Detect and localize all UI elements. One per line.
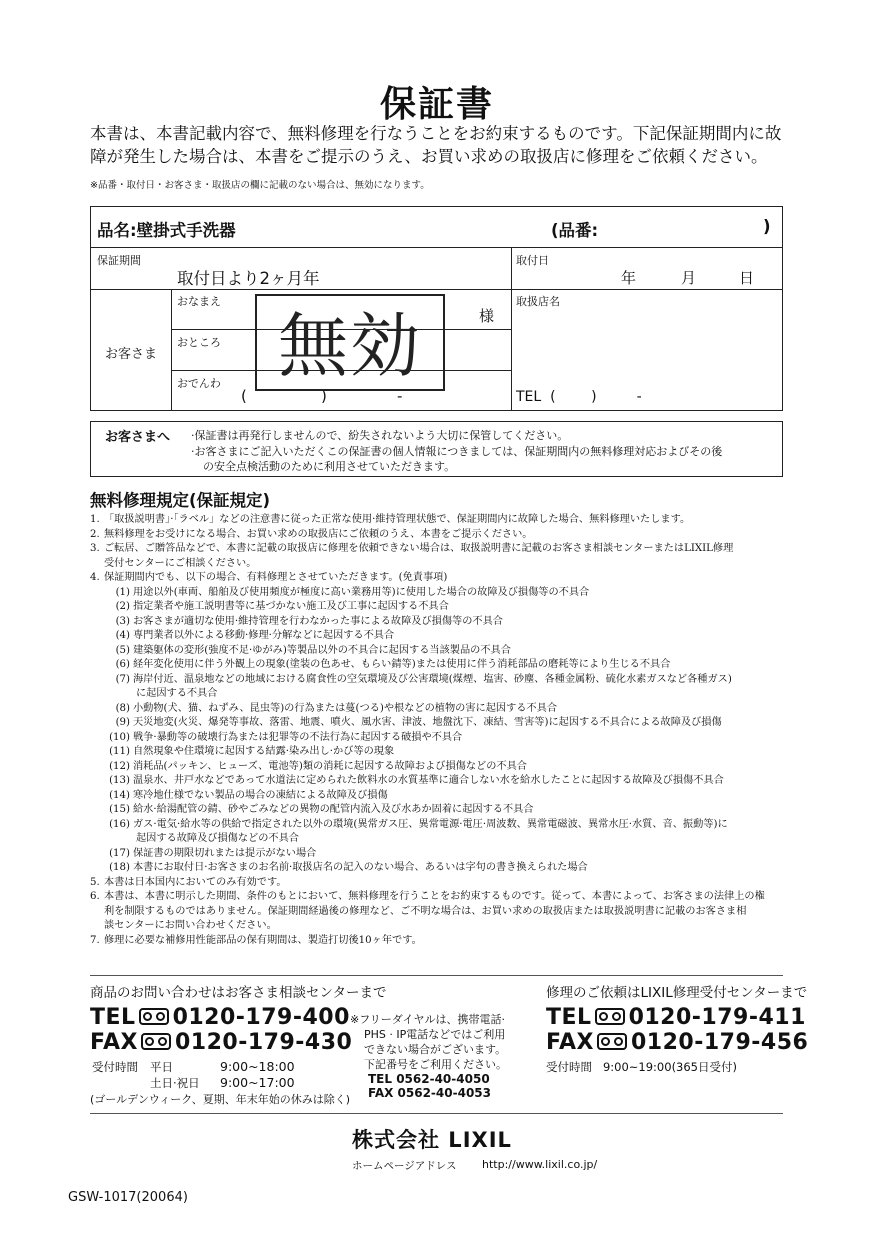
rule-text: 自然現象や住環境に起因する結露·染み出し·かび等の現象	[133, 746, 395, 757]
rule-item	[90, 745, 790, 760]
rule-item	[90, 615, 790, 630]
void-stamp-text: 無効	[278, 305, 422, 387]
rule-item	[90, 542, 790, 557]
address-label: おところ	[177, 336, 221, 349]
homepage-label: ホームページアドレス	[352, 1160, 457, 1172]
weekday-label: 平日	[150, 1060, 173, 1074]
rule-text: 起因する故障及び損傷などの不具合	[136, 833, 299, 844]
rule-number: 7.	[90, 934, 100, 946]
void-stamp	[255, 294, 445, 391]
rule-item	[90, 832, 790, 847]
rule-text: 保証期間内でも、以下の場合、有料修理とさせていただきます。(免責事項)	[104, 572, 448, 583]
rules-title: 無料修理規定(保証規定)	[90, 491, 271, 510]
rule-item	[90, 557, 790, 572]
freedial-phone-icon	[141, 1033, 171, 1050]
name-suffix: 様	[479, 307, 495, 325]
freedial-phone-icon	[139, 1008, 169, 1025]
rule-number: (8)	[115, 702, 130, 714]
install-day: 日	[739, 269, 755, 287]
dealer-tel: TEL ( ) -	[516, 389, 642, 405]
rule-text: 本書は、本書に明示した期間、条件のもとにおいて、無料修理を行うことをお約束するものです。従って、本書によって、お客さまの法律上の権	[104, 891, 765, 902]
customer-tel-number: 0120-179-400	[172, 1005, 350, 1030]
rule-text: 指定業者や施工説明書等に基づかない施工及び工事に起因する不具合	[133, 601, 449, 612]
tel-label: TEL	[90, 1005, 136, 1030]
rule-text: 談センターにお問い合わせください。	[104, 920, 277, 931]
customer-notice	[90, 421, 783, 477]
weekday-hours: 9:00~18:00	[220, 1059, 295, 1074]
customer-label: お客さま	[105, 347, 158, 362]
rule-item	[90, 586, 790, 601]
alt-tel: TEL 0562-40-4050	[368, 1072, 490, 1086]
product-name: 品名:壁掛式手洗器	[97, 221, 236, 240]
rule-item	[90, 687, 790, 702]
hours-label: 受付時間	[92, 1060, 138, 1074]
rule-text: 本書は日本国内においてのみ有効です。	[104, 876, 287, 888]
rule-number: 2.	[90, 528, 100, 540]
fax-label: FAX	[90, 1030, 138, 1055]
rule-text: ガス·電気·給水等の供給で指定された以外の環境(異常ガス圧、異常電源·電圧·周波数、異常電磁波、異常水圧·水質、音、振動等)に	[133, 818, 728, 830]
rule-text: 寒冷地仕様でない製品の場合の凍結による故障及び損傷	[133, 789, 388, 801]
repair-tel-line	[546, 1005, 806, 1030]
rule-text: 消耗品(パッキン、ヒューズ、電池等)類の消耗に起因する故障および損傷などの不具合	[133, 760, 527, 772]
rule-text: 小動物(犬、猫、ねずみ、昆虫等)の行為または蔓(つる)や根などの植物の害に起因する不具合	[133, 702, 558, 714]
freedial-phone-icon	[597, 1033, 627, 1050]
rule-text: 給水·給湯配管の錆、砂やごみなどの異物の配管内流入及び水あか固着に起因する不具合	[133, 804, 534, 815]
repair-center-heading: 修理のご依頼はLIXIL修理受付センターまで	[546, 985, 808, 1001]
rule-text: 経年変化使用に伴う外観上の現象(塗装の色あせ、もらい錆等)または使用に伴う消耗部品の磨耗等により生じる不具合	[133, 659, 671, 670]
notice-line: の安全点検活動のために利用させていただきます。	[203, 460, 456, 473]
warranty-period-value: 取付日より2ヶ月年	[177, 269, 320, 288]
divider	[90, 975, 783, 976]
rule-item	[90, 600, 790, 615]
rule-item	[90, 861, 790, 876]
rule-number: (14)	[109, 789, 130, 801]
customer-fax-number: 0120-179-430	[175, 1030, 353, 1055]
rule-number: (16)	[109, 818, 130, 830]
fax-label: FAX	[546, 1030, 594, 1055]
rule-text: 天災地変(火災、爆発等事故、落雷、地震、噴火、風水害、津波、地盤沈下、凍結、雪害等)に起因する不具合による故障及び損傷	[133, 717, 722, 728]
rule-text: ご転居、ご贈答品などで、本書に記載の取扱店に修理を依頼できない場合は、取扱説明書に記載のお客さま相談センターまたはLIXIL修理	[104, 543, 734, 554]
rule-number: 1.	[90, 514, 100, 525]
rule-number: (15)	[109, 804, 130, 815]
rule-number: 4.	[90, 572, 100, 583]
repair-hours: 受付時間 9:00~19:00(365日受付)	[546, 1060, 737, 1074]
rule-number: (9)	[115, 717, 130, 728]
rule-item	[90, 803, 790, 818]
rule-text: 無料修理をお受けになる場合、お買い求めの取扱店にご依頼のうえ、本書をご提示ください。	[104, 528, 533, 540]
rule-item	[90, 847, 790, 862]
rule-number: (13)	[109, 775, 130, 786]
rule-text: 修理に必要な補修用性能部品の保有期間は、製造打切後10ヶ年です。	[104, 934, 422, 946]
form-divider	[511, 247, 512, 410]
rule-number: (10)	[109, 731, 130, 743]
tel-label: TEL	[546, 1005, 592, 1030]
repair-fax-line	[546, 1030, 808, 1055]
notice-heading: お客さまへ	[105, 430, 171, 445]
freedial-note: 下記番号をご利用ください。	[364, 1058, 507, 1071]
rule-number: (12)	[109, 760, 130, 772]
rule-number: (7)	[115, 673, 130, 685]
document-code: GSW-1017(20064)	[68, 1190, 188, 1205]
rule-item	[90, 905, 790, 920]
rule-text: 利を制限するものではありません。保証期間経過後の修理など、ご不明な場合は、お買い求めの取扱店または取扱説明書に記載のお客さま相	[104, 905, 747, 917]
document-title: 保証書	[379, 84, 494, 125]
rule-number: 3.	[90, 543, 100, 554]
rule-number: (17)	[109, 847, 130, 859]
homepage-url: http://www.lixil.co.jp/	[482, 1158, 598, 1171]
weekend-hours: 9:00~17:00	[220, 1075, 295, 1090]
freedial-note: ※フリーダイヤルは、携帯電話·	[350, 1013, 505, 1026]
warranty-form	[90, 206, 783, 411]
rule-item	[90, 673, 790, 688]
rule-text: 「取扱説明書」·「ラベル」などの注意書に従った正常な使用·維持管理状態で、保証期間内に故障した場合、無料修理いたします。	[104, 514, 691, 525]
rule-item	[90, 528, 790, 543]
alt-fax: FAX 0562-40-4053	[368, 1086, 491, 1100]
repair-fax-number: 0120-179-456	[631, 1030, 809, 1055]
rule-text: 用途以外(車両、船舶及び使用頻度が極度に高い業務用等)に使用した場合の故障及び損傷等の不具合	[133, 586, 590, 598]
rule-item	[90, 629, 790, 644]
rule-text: 温泉水、井戸水などであって水道法に定められた飲料水の水質基準に適合しない水を給水したことに起因する故障及び損傷不具合	[133, 775, 724, 786]
rule-item	[90, 774, 790, 789]
name-label: おなまえ	[177, 295, 221, 308]
customer-tel-line	[90, 1005, 350, 1030]
rule-item	[90, 716, 790, 731]
freedial-note: できない場合がございます。	[364, 1043, 507, 1056]
rule-item	[90, 658, 790, 673]
rule-number: (4)	[115, 630, 130, 641]
customer-center-heading: 商品のお問い合わせはお客さま相談センターまで	[90, 985, 387, 1001]
rule-number: 6.	[90, 891, 100, 902]
rule-item	[90, 876, 790, 891]
rule-item	[90, 789, 790, 804]
model-number-label: (品番:	[551, 221, 599, 240]
rule-text: に起因する不具合	[136, 688, 218, 699]
rule-number: (3)	[115, 615, 130, 627]
freedial-note: PHS · IP電話などではご利用	[364, 1028, 506, 1041]
phone-dash: -	[397, 387, 403, 405]
rule-number: (5)	[115, 644, 130, 656]
rule-text: 保証書の期限切れまたは提示がない場合	[133, 847, 317, 859]
rule-item	[90, 571, 790, 586]
rule-number: (18)	[109, 862, 130, 873]
customer-fax-line	[90, 1030, 352, 1055]
form-divider	[91, 247, 782, 248]
rule-item	[90, 818, 790, 833]
notice-line: ·お客さまにご記入いただくこの保証書の個人情報につきましては、保証期間内の無料修理対応およびその後	[191, 445, 723, 458]
freedial-phone-icon	[595, 1008, 625, 1025]
rule-number: (1)	[115, 586, 130, 598]
rule-text: 戦争·暴動等の破壊行為または犯罪等の不法行為に起因する破損や不具合	[133, 731, 463, 743]
install-date-label: 取付日	[516, 254, 549, 267]
rule-item	[90, 644, 790, 659]
rule-number: (11)	[109, 746, 130, 757]
phone-label: おでんわ	[177, 377, 221, 390]
intro-text: 本書は、本書記載内容で、無料修理を行なうことをお約束するものです。下記保証期間内に故障が発生した場合は、本書をご提示のうえ、お買い求めの取扱店に修理をご依頼ください。	[90, 124, 782, 166]
phone-paren-open: (	[241, 387, 247, 405]
divider	[90, 1113, 783, 1114]
rule-number: 5.	[90, 876, 100, 888]
dealer-label: 取扱店名	[516, 295, 560, 308]
phone-paren-close: )	[321, 387, 327, 405]
rule-item	[90, 702, 790, 717]
rule-item	[90, 919, 790, 934]
rule-text: 専門業者以外による移動·修理·分解などに起因する不具合	[133, 630, 395, 641]
rule-item	[90, 890, 790, 905]
rule-item	[90, 513, 790, 528]
warranty-period-label: 保証期間	[97, 254, 141, 267]
weekend-label: 土日·祝日	[150, 1076, 200, 1090]
model-number-close: )	[763, 217, 771, 236]
rule-text: 受付センターにご相談ください。	[104, 557, 257, 569]
holiday-note: (ゴールデンウィーク、夏期、年末年始の休みは除く)	[90, 1093, 351, 1106]
validity-note: ※品番・取付日・お客さま・取扱店の欄に記載のない場合は、無効になります。	[90, 180, 430, 191]
rule-item	[90, 760, 790, 775]
rule-number: (2)	[115, 601, 130, 612]
company-name: 株式会社 LIXIL	[352, 1128, 512, 1152]
install-month: 月	[681, 269, 697, 287]
install-year: 年	[621, 269, 637, 287]
rule-item	[90, 731, 790, 746]
form-divider	[171, 289, 172, 410]
form-divider	[91, 289, 782, 290]
rule-text: 本書にお取付日·お客さまのお名前·取扱店名の記入のない場合、あるいは字句の書き換えられた場合	[133, 862, 588, 873]
repair-tel-number: 0120-179-411	[628, 1005, 806, 1030]
rule-text: 海岸付近、温泉地などの地域における腐食性の空気環境及び公害環境(煤煙、塩害、砂塵、各種金属粉、硫化水素ガスなど各種ガス)	[133, 673, 732, 685]
rule-text: お客さまが適切な使用·維持管理を行わなかった事による故障及び損傷等の不具合	[133, 615, 503, 627]
rule-item	[90, 934, 790, 949]
rules-list	[90, 513, 790, 948]
rule-number: (6)	[115, 659, 130, 670]
rule-text: 建築躯体の変形(強度不足·ゆがみ)等製品以外の不具合に起因する当該製品の不具合	[133, 644, 511, 656]
notice-line: ·保証書は再発行しませんので、紛失されないよう大切に保管してください。	[191, 429, 569, 442]
